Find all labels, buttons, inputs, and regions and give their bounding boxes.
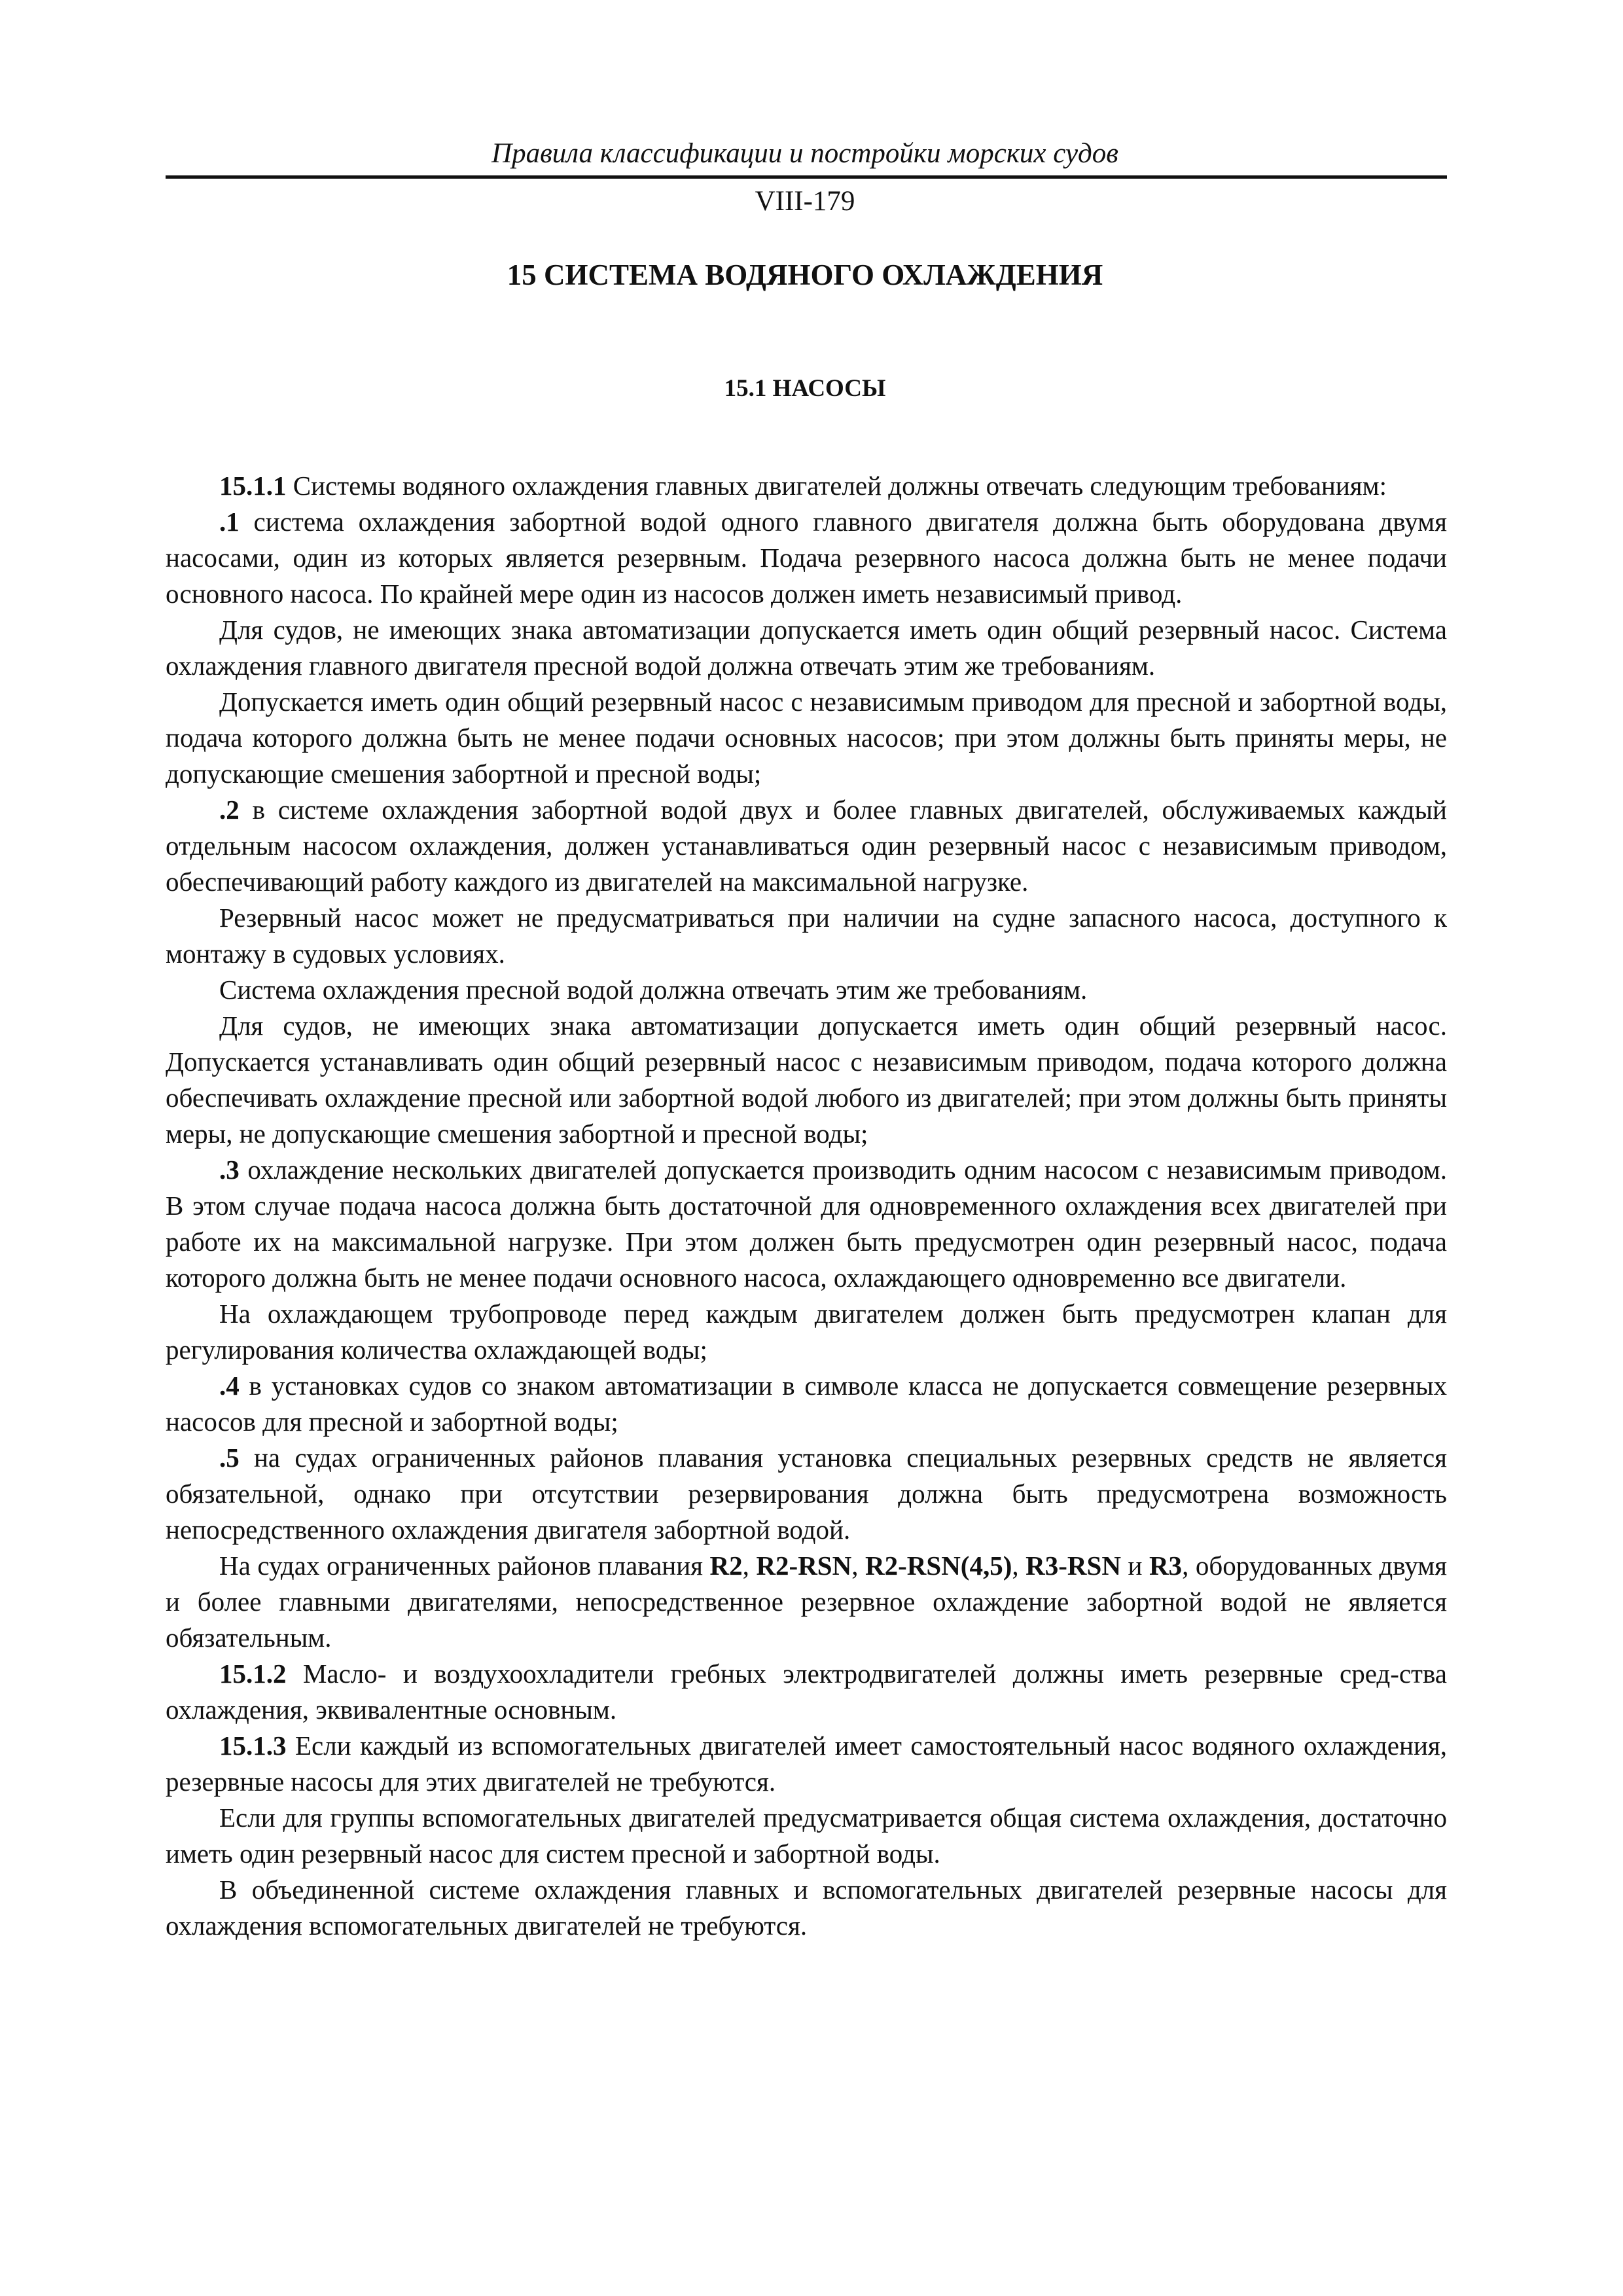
header-rule [166,175,1447,179]
paragraph-text: и [1120,1551,1149,1581]
running-header-title: Правила классификации и постройки морских судов [491,138,1118,169]
item-number: .5 [219,1443,240,1473]
item-number: .4 [219,1371,240,1401]
paragraph [166,1872,1447,1944]
item-number: .2 [219,795,240,825]
body-text [166,468,1447,1944]
paragraph-text: Допускается иметь один общий резервный насос с независимым приводом для пресной и забортной воды, подача которого должна быть не менее подачи основных насосов; при этом должны быть приняты меры, не допускающие смешения забортной и пресной воды; [166,687,1447,789]
paragraph-text: Для судов, не имеющих знака автоматизации допускается иметь один общий резервный насос. Допускается устанавливать один общий резервный насос с независимым приводом, подача которого должна обеспечивать охлаждение пресной или забортной водой любого из двигателей; при этом должны быть приняты меры, не допускающие смешения забортной и пресной воды; [166,1011,1447,1149]
paragraph [166,612,1447,684]
paragraph-item-1 [166,504,1447,612]
class-notation: R3-RSN [1026,1551,1121,1581]
paragraph [166,972,1447,1008]
paragraph [166,684,1447,792]
paragraph-text: система охлаждения забортной водой одного главного двигателя должна быть оборудована двумя насосами, один из которых является резервным. Подача резервного насоса должна быть не менее подачи основного насоса. По крайней мере один из насосов должен иметь независимый привод. [166,507,1447,609]
paragraph-item-4 [166,1368,1447,1440]
paragraph-navigation-areas [166,1548,1447,1656]
paragraph-text: , оборудованных двумя и более главными двигателями, непосредственное резервное охлаждение забортной водой не является обязательным. [166,1551,1447,1653]
paragraph-text: охлаждение нескольких двигателей допускается производить одним насосом с независимым приводом. В этом случае подача насоса должна быть достаточной для одновременного охлаждения всех двигателей при работе их на максимальной нагрузке. При этом должен быть предусмотрен один резервный насос, подача которого должна быть не менее подачи основного насоса, охлаждающего одновременно все двигатели. [166,1155,1447,1293]
paragraph-15-1-1 [166,468,1447,504]
paragraph [166,1008,1447,1152]
class-notation: R2-RSN(4,5) [865,1551,1012,1581]
paragraph-text: Для судов, не имеющих знака автоматизации допускается иметь один общий резервный насос. Система охлаждения главного двигателя пресной водой должна отвечать этим же требованиям. [166,615,1447,681]
clause-number: 15.1.3 [219,1731,287,1761]
paragraph-text: , [742,1551,757,1581]
paragraph-text: На судах ограниченных районов плавания [219,1551,710,1581]
paragraph-text: Резервный насос может не предусматриваться при наличии на судне запасного насоса, доступного к монтажу в судовых условиях. [166,903,1447,969]
class-notation: R3 [1149,1551,1183,1581]
clause-number: 15.1.2 [219,1659,287,1689]
paragraph-text: в установках судов со знаком автоматизации в символе класса не допускается совмещение резервных насосов для пресной и забортной воды; [166,1371,1447,1437]
class-notation: R2-RSN [756,1551,852,1581]
paragraph-text: в системе охлаждения забортной водой двух и более главных двигателей, обслуживаемых каждый отдельным насосом охлаждения, должен устанавливаться один резервный насос с независимым приводом, обеспечивающий работу каждого из двигателей на максимальной нагрузке. [166,795,1447,897]
item-number: .3 [219,1155,240,1185]
item-number: .1 [219,507,240,537]
paragraph [166,900,1447,972]
paragraph-text: В объединенной системе охлаждения главных и вспомогательных двигателей резервные насосы для охлаждения вспомогательных двигателей не требуются. [166,1874,1447,1941]
paragraph-text: Если для группы вспомогательных двигателей предусматривается общая система охлаждения, достаточно иметь один резервный насос для систем пресной и забортной воды. [166,1803,1447,1869]
paragraph-text: , [1012,1551,1026,1581]
chapter-title: 15 СИСТЕМА ВОДЯНОГО ОХЛАЖДЕНИЯ [507,259,1103,291]
paragraph-text: Системы водяного охлаждения главных двигателей должны отвечать следующим требованиям: [286,471,1387,501]
paragraph-item-3 [166,1152,1447,1296]
paragraph-text: На охлаждающем трубопроводе перед каждым двигателем должен быть предусмотрен клапан для регулирования количества охлаждающей воды; [166,1299,1447,1365]
paragraph [166,1296,1447,1368]
paragraph-item-2 [166,792,1447,900]
class-notation: R2 [709,1551,743,1581]
page-number: VIII-179 [755,186,855,217]
paragraph-text: на судах ограниченных районов плавания установка специальных резервных средств не является обязательной, однако при отсутствии резервирования должна быть предусмотрена возможность непосредственного охлаждения двигателя забортной водой. [166,1443,1447,1545]
paragraph-15-1-3 [166,1728,1447,1800]
paragraph-text: Система охлаждения пресной водой должна отвечать этим же требованиям. [219,975,1088,1005]
paragraph-15-1-2 [166,1656,1447,1728]
clause-number: 15.1.1 [219,471,287,501]
paragraph-text: Если каждый из вспомогательных двигателей имеет самостоятельный насос водяного охлаждения, резервные насосы для этих двигателей не требуются. [166,1731,1447,1797]
paragraph-item-5 [166,1440,1447,1548]
paragraph [166,1800,1447,1872]
section-title: 15.1 НАСОСЫ [724,375,886,402]
paragraph-text: , [851,1551,866,1581]
paragraph-text: Масло- и воздухоохладители гребных электродвигателей должны иметь резервные сред-ства охлаждения, эквивалентные основным. [166,1659,1447,1725]
